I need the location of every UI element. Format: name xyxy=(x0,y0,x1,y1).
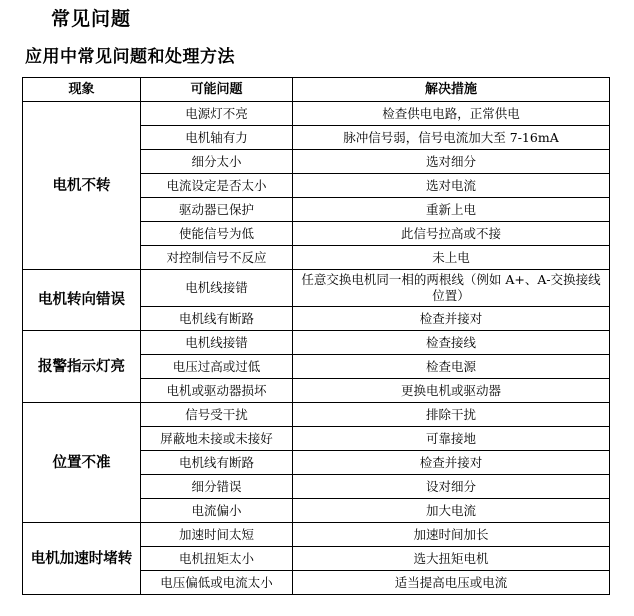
solution-cell: 加速时间加长 xyxy=(293,523,610,547)
cause-cell: 电机线接错 xyxy=(141,270,293,307)
solution-cell: 检查并接对 xyxy=(293,307,610,331)
solution-cell: 检查电源 xyxy=(293,355,610,379)
solution-cell: 脉冲信号弱，信号电流加大至 7-16mA xyxy=(293,126,610,150)
table-row xyxy=(23,270,610,307)
table-row xyxy=(23,403,610,427)
cause-cell: 电流设定是否太小 xyxy=(141,174,293,198)
cause-cell: 电源灯不亮 xyxy=(141,102,293,126)
cause-cell: 电机轴有力 xyxy=(141,126,293,150)
solution-cell: 检查接线 xyxy=(293,331,610,355)
solution-cell: 适当提高电压或电流 xyxy=(293,571,610,595)
symptom-cell: 位置不准 xyxy=(23,403,141,523)
section-title: 应用中常见问题和处理方法 xyxy=(25,47,235,67)
cause-cell: 加速时间太短 xyxy=(141,523,293,547)
cause-cell: 电机扭矩太小 xyxy=(141,547,293,571)
table-header-row xyxy=(23,78,610,102)
cause-cell: 驱动器已保护 xyxy=(141,198,293,222)
cause-cell: 电流偏小 xyxy=(141,499,293,523)
table-row xyxy=(23,523,610,547)
solution-cell: 检查供电电路，正常供电 xyxy=(293,102,610,126)
troubleshooting-table xyxy=(22,77,610,595)
cause-cell: 电压偏低或电流太小 xyxy=(141,571,293,595)
table-row xyxy=(23,331,610,355)
page-title: 常见问题 xyxy=(51,8,132,30)
solution-cell: 任意交换电机同一相的两根线（例如 A+、A-交换接线位置） xyxy=(293,270,610,307)
cause-cell: 细分错误 xyxy=(141,475,293,499)
cause-cell: 屏蔽地未接或未接好 xyxy=(141,427,293,451)
solution-cell: 检查并接对 xyxy=(293,451,610,475)
solution-cell: 未上电 xyxy=(293,246,610,270)
cause-cell: 电压过高或过低 xyxy=(141,355,293,379)
cause-cell: 电机线接错 xyxy=(141,331,293,355)
solution-cell: 重新上电 xyxy=(293,198,610,222)
solution-cell: 更换电机或驱动器 xyxy=(293,379,610,403)
solution-cell: 排除干扰 xyxy=(293,403,610,427)
symptom-cell: 电机转向错误 xyxy=(23,270,141,331)
cause-cell: 对控制信号不反应 xyxy=(141,246,293,270)
cause-cell: 电机线有断路 xyxy=(141,451,293,475)
solution-cell: 可靠接地 xyxy=(293,427,610,451)
table-body xyxy=(23,102,610,595)
header-cause: 可能问题 xyxy=(141,78,293,102)
cause-cell: 使能信号为低 xyxy=(141,222,293,246)
header-solution: 解决措施 xyxy=(293,78,610,102)
solution-cell: 选对电流 xyxy=(293,174,610,198)
cause-cell: 电机或驱动器损坏 xyxy=(141,379,293,403)
solution-cell: 加大电流 xyxy=(293,499,610,523)
cause-cell: 细分太小 xyxy=(141,150,293,174)
symptom-cell: 电机加速时堵转 xyxy=(23,523,141,595)
table-row xyxy=(23,102,610,126)
cause-cell: 信号受干扰 xyxy=(141,403,293,427)
cause-cell: 电机线有断路 xyxy=(141,307,293,331)
header-symptom: 现象 xyxy=(23,78,141,102)
symptom-cell: 报警指示灯亮 xyxy=(23,331,141,403)
solution-cell: 此信号拉高或不接 xyxy=(293,222,610,246)
solution-cell: 选对细分 xyxy=(293,150,610,174)
solution-cell: 设对细分 xyxy=(293,475,610,499)
symptom-cell: 电机不转 xyxy=(23,102,141,270)
solution-cell: 选大扭矩电机 xyxy=(293,547,610,571)
